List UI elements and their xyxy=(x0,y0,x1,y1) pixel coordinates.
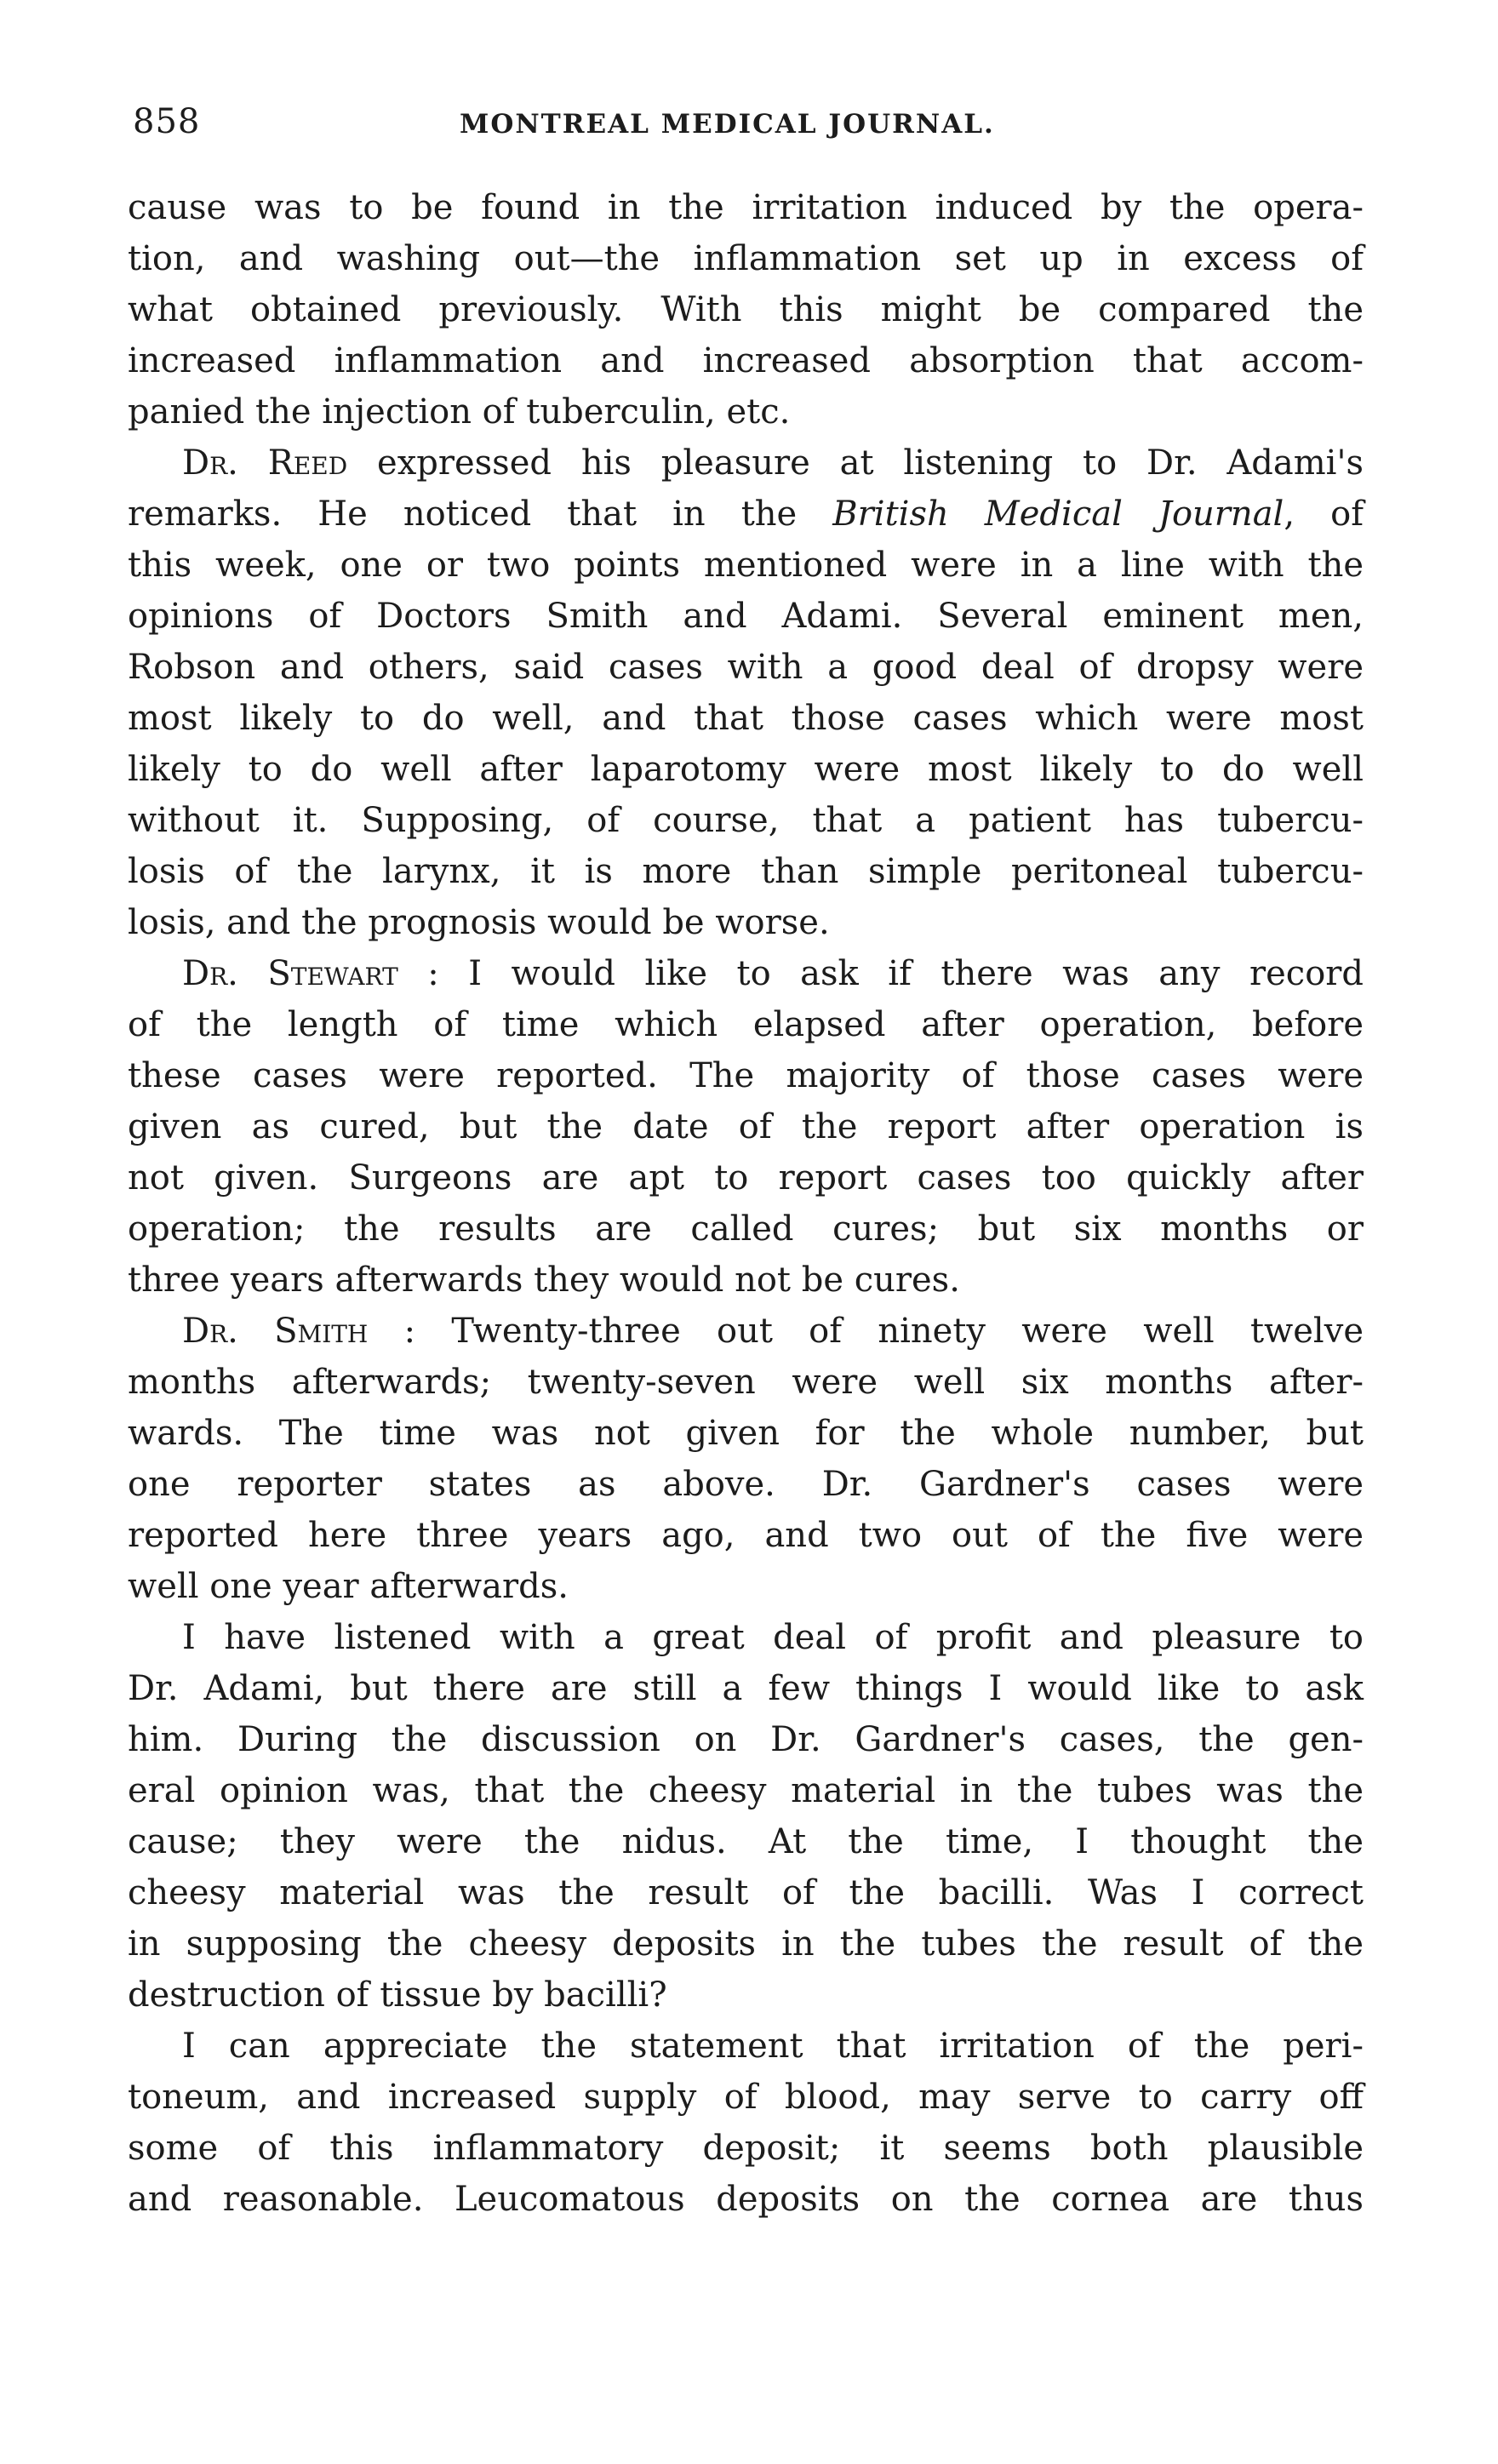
text-line xyxy=(128,437,1364,489)
speaker-text: : Twenty-three out of ninety were well twelve xyxy=(368,1312,1364,1351)
running-head xyxy=(128,102,1370,153)
text-line: what obtained previously. With this might be compared the xyxy=(128,290,1364,329)
text-line: panied the injection of tuberculin, etc. xyxy=(128,392,791,432)
text-line: tion, and washing out—the inflammation set up in excess of xyxy=(128,239,1364,278)
speaker-name: Dr. Reed xyxy=(182,443,348,483)
text-line: likely to do well after laparotomy were most likely to do well xyxy=(128,750,1364,789)
text-line: toneum, and increased supply of blood, may serve to carry off xyxy=(128,2078,1364,2117)
text-line: cause; they were the nidus. At the time, I thought the xyxy=(128,1822,1364,1861)
text-line: of the length of time which elapsed after operation, before xyxy=(128,1005,1364,1044)
text-line: not given. Surgeons are apt to report cases too quickly after xyxy=(128,1158,1364,1198)
text-line: I can appreciate the statement that irritation of the peri- xyxy=(182,2027,1364,2066)
text-segment: , of xyxy=(1284,495,1364,534)
text-line: and reasonable. Leucomatous deposits on the cornea are thus xyxy=(128,2180,1364,2219)
text-line xyxy=(128,489,1364,540)
text-line: in supposing the cheesy deposits in the tubes the result of the xyxy=(128,1924,1364,1964)
text-line xyxy=(128,948,1364,999)
speaker-text: expressed his pleasure at listening to Dr. Adami's xyxy=(347,443,1364,483)
text-line: him. During the discussion on Dr. Gardner's cases, the gen- xyxy=(128,1720,1364,1759)
text-line: one reporter states as above. Dr. Gardner's cases were xyxy=(128,1465,1364,1504)
text-line xyxy=(128,1306,1364,1357)
text-line: increased inflammation and increased absorption that accom- xyxy=(128,341,1364,380)
text-line: cause was to be found in the irritation induced by the opera- xyxy=(128,188,1364,227)
text-line: opinions of Doctors Smith and Adami. Several eminent men, xyxy=(128,597,1364,636)
text-segment: remarks. He noticed that in the xyxy=(128,495,833,534)
text-line: without it. Supposing, of course, that a patient has tubercu- xyxy=(128,801,1364,840)
text-line: these cases were reported. The majority of those cases were xyxy=(128,1056,1364,1095)
text-line: losis of the larynx, it is more than simple peritoneal tubercu- xyxy=(128,852,1364,891)
text-line: Dr. Adami, but there are still a few things I would like to ask xyxy=(128,1669,1364,1708)
speaker-text: : I would like to ask if there was any record xyxy=(397,954,1364,993)
text-line: given as cured, but the date of the report after operation is xyxy=(128,1107,1364,1146)
text-line: three years afterwards they would not be cures. xyxy=(128,1261,960,1300)
body-text xyxy=(128,182,1364,2225)
journal-citation: British Medical Journal xyxy=(832,495,1284,534)
text-line: operation; the results are called cures; but six months or xyxy=(128,1209,1364,1249)
text-line: well one year afterwards. xyxy=(128,1567,569,1606)
text-line: most likely to do well, and that those cases which were most xyxy=(128,699,1364,738)
text-line: Robson and others, said cases with a good deal of dropsy were xyxy=(128,648,1364,687)
speaker-name: Dr. Smith xyxy=(182,1312,369,1351)
text-line: I have listened with a great deal of profit and pleasure to xyxy=(182,1618,1364,1657)
text-line: this week, one or two points mentioned were in a line with the xyxy=(128,546,1364,585)
text-line: losis, and the prognosis would be worse. xyxy=(128,903,830,942)
page-number: 858 xyxy=(133,102,201,141)
text-line: some of this inflammatory deposit; it seems both plausible xyxy=(128,2129,1364,2168)
speaker-name: Dr. Stewart xyxy=(182,954,398,993)
text-line: months afterwards; twenty-seven were well six months after- xyxy=(128,1363,1364,1402)
text-line: eral opinion was, that the cheesy material in the tubes was the xyxy=(128,1771,1364,1810)
text-line: cheesy material was the result of the bacilli. Was I correct xyxy=(128,1873,1364,1912)
text-line: destruction of tissue by bacilli? xyxy=(128,1975,667,2015)
text-line: reported here three years ago, and two out of the five were xyxy=(128,1516,1364,1555)
journal-title: MONTREAL MEDICAL JOURNAL. xyxy=(460,109,995,140)
text-line: wards. The time was not given for the whole number, but xyxy=(128,1414,1364,1453)
